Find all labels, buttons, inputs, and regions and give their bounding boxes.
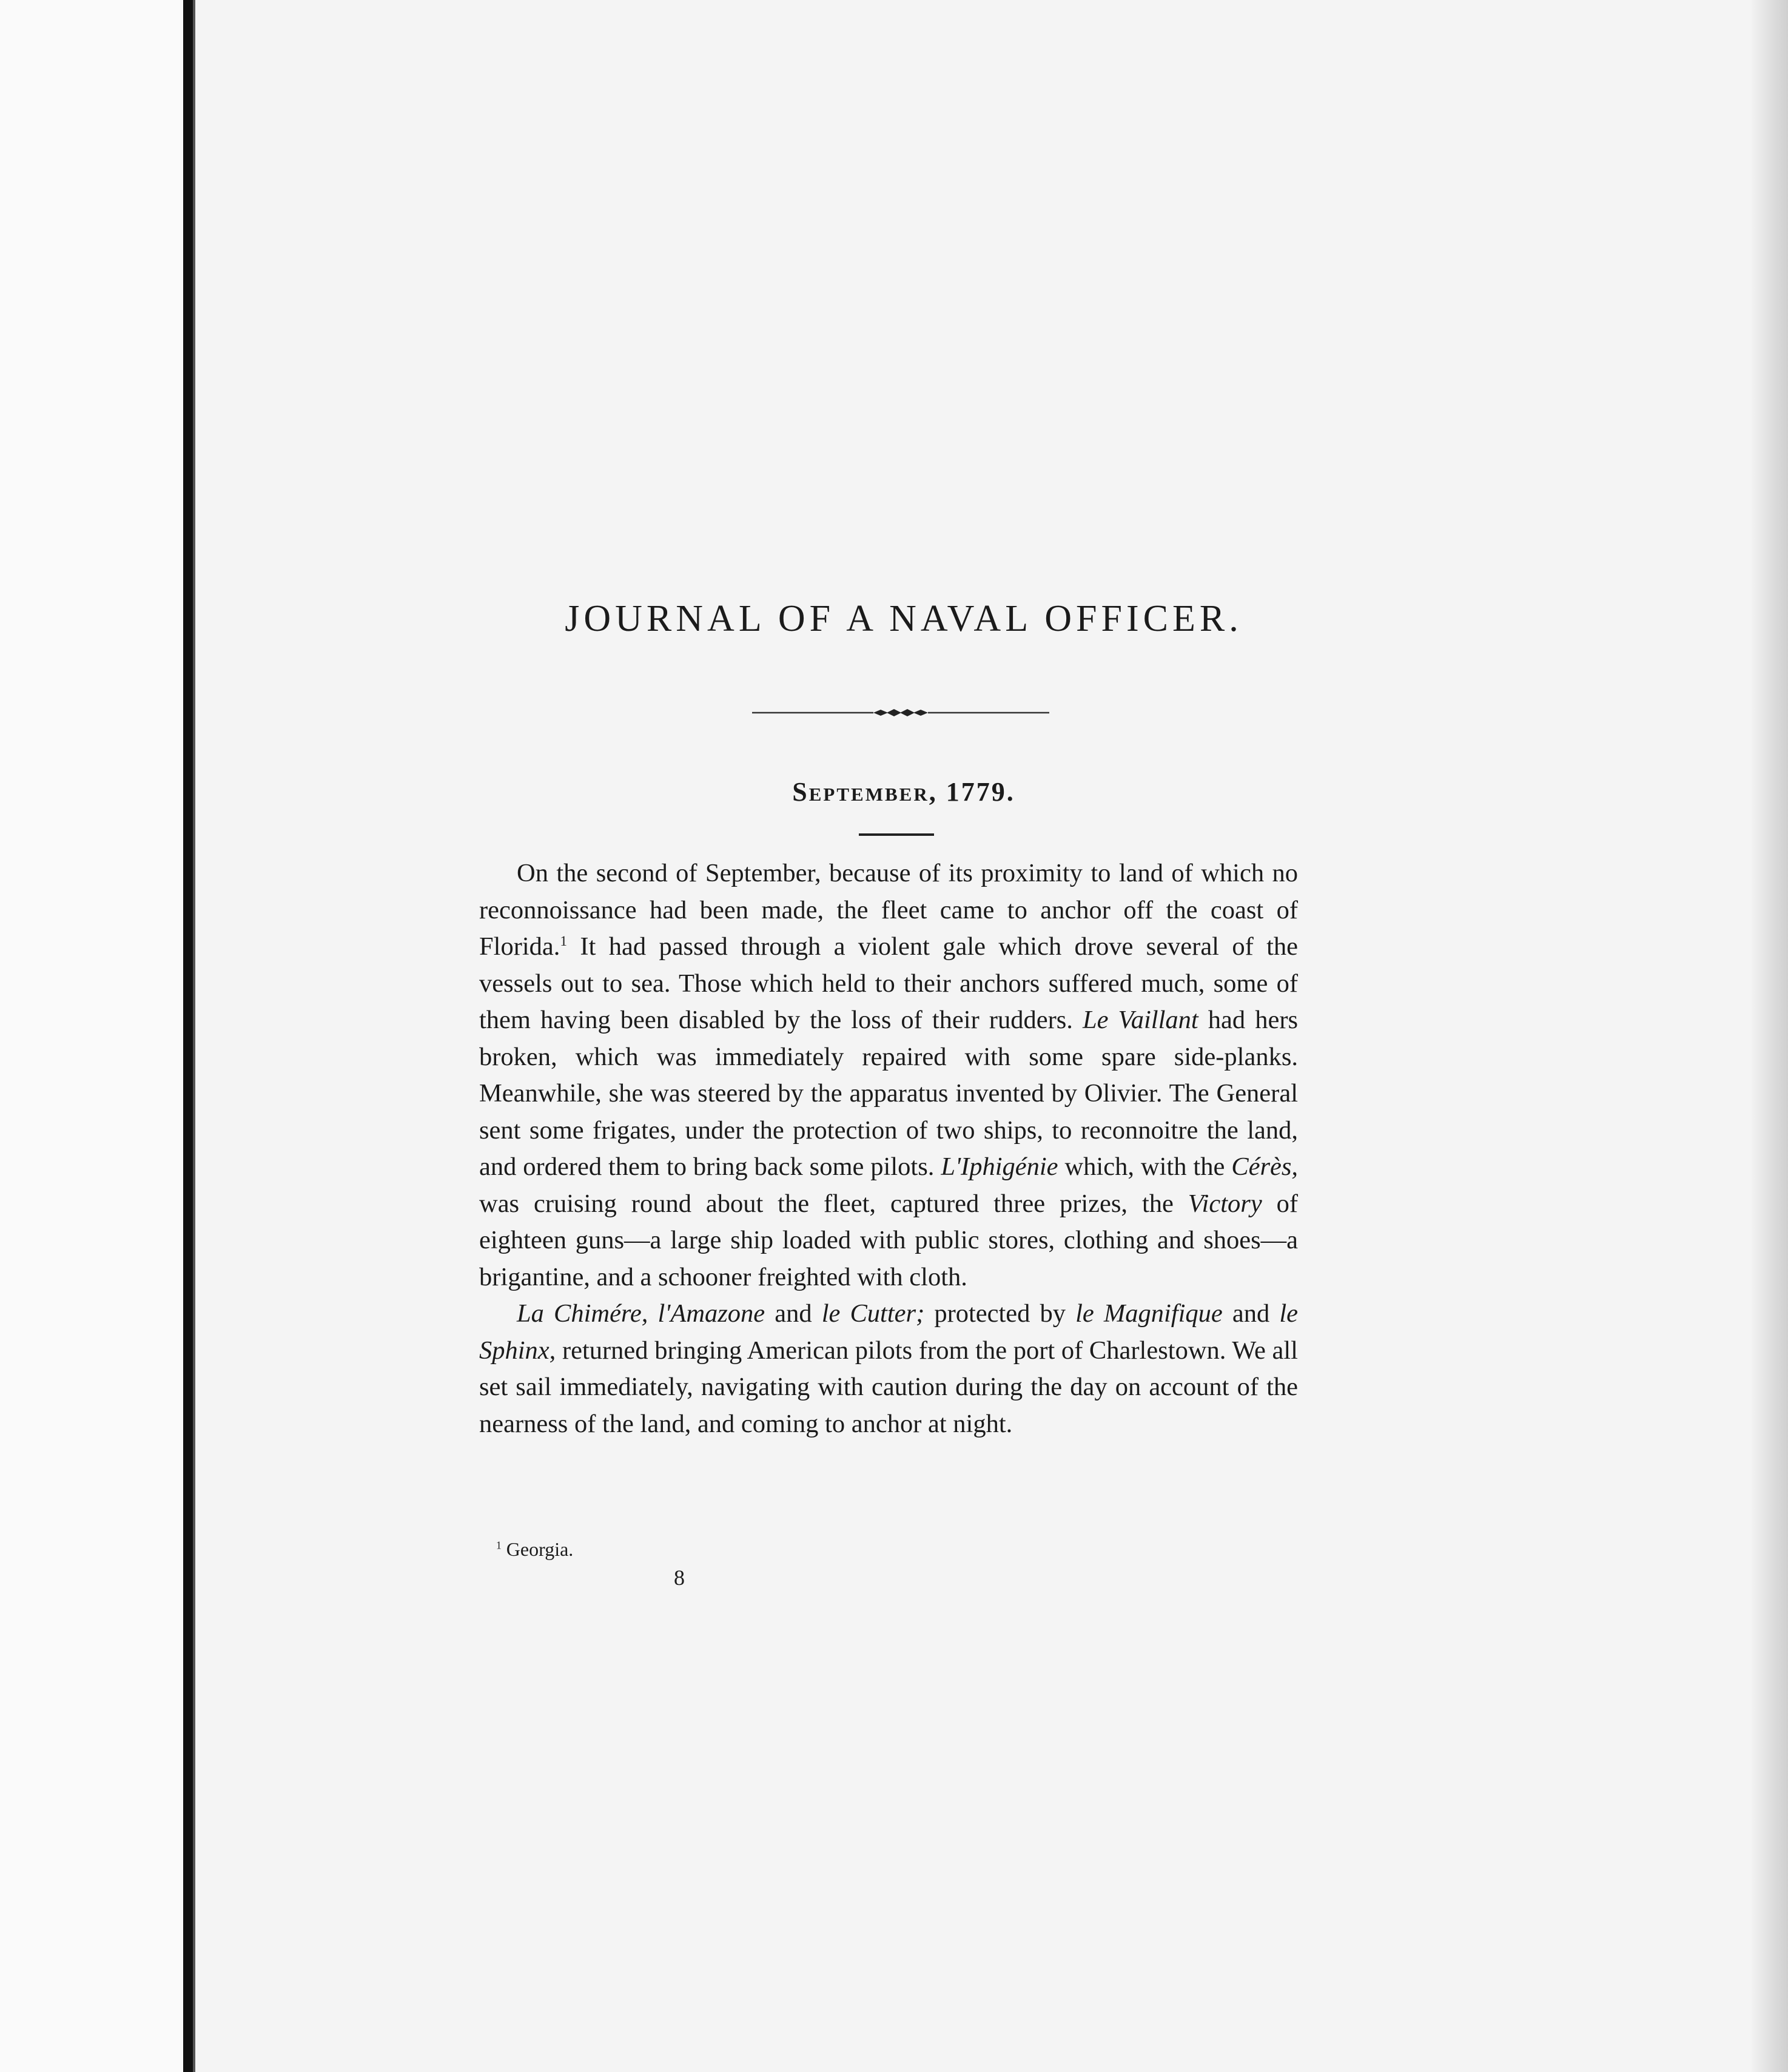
section-heading: September, 1779. [792, 777, 1015, 807]
page-title: JOURNAL OF A NAVAL OFFICER. [565, 598, 1243, 639]
ship-name: le Cutter; [821, 1299, 925, 1328]
footnote-ref: 1 [560, 933, 568, 949]
paragraph-1: On the second of September, because of its proximity to land of which no reconnoissance had been made, the fleet came to anchor off the coast of Florida.$^1$ It had passed through a violent gale which drove several of the vessels out to sea. Those which held to their anchors suffered much, some of them having been disabled by the loss of their rudders. Le Vaillant had hers broken, which was immediately repaired with some spare side-planks. Meanwhile, she was steered by the apparatus invented by Olivier. The General sent some frigates, under the protection of two ships, to reconnoitre the land, and ordered them to bring back some pilots. L'Iphigénie which, with the Cérès, was cruising round about the fleet, captured three prizes, the Victory of eighteen guns—a large ship loaded with public stores, clothing and shoes—a brigantine, and a schooner freighted with cloth. [479, 859, 1299, 1291]
body-text [479, 855, 1298, 1442]
binding-edge [183, 0, 193, 2072]
ship-name: Cérès, [1231, 1152, 1299, 1181]
ship-name: La Chimére, l'Amazone [517, 1299, 765, 1328]
heading-rule [859, 833, 934, 836]
footnote: $^1$ Georgia. [496, 1538, 574, 1560]
footnote-mark: 1 [496, 1539, 502, 1552]
binding-shadow [193, 0, 195, 2072]
ship-name: le Magnifique [1075, 1299, 1223, 1328]
page-number: 8 [674, 1566, 685, 1590]
ornamental-rule [752, 708, 1049, 717]
paragraph-2: La Chimére, l'Amazone and le Cutter; protected by le Magnifique and le Sphinx, returned bringing American pilots from the port of Charlestown. We all set sail immediately, navigating with caution during the day on account of the nearness of the land, and coming to anchor at night. [479, 1299, 1298, 1438]
ship-name: Le Vaillant [1082, 1006, 1198, 1034]
ship-name: le Sphinx, [479, 1299, 1298, 1365]
ship-name: Victory [1188, 1189, 1262, 1218]
ship-name: L'Iphigénie [941, 1152, 1058, 1181]
page-margin-left [0, 0, 193, 2072]
page-stack-edge [1752, 0, 1788, 2072]
